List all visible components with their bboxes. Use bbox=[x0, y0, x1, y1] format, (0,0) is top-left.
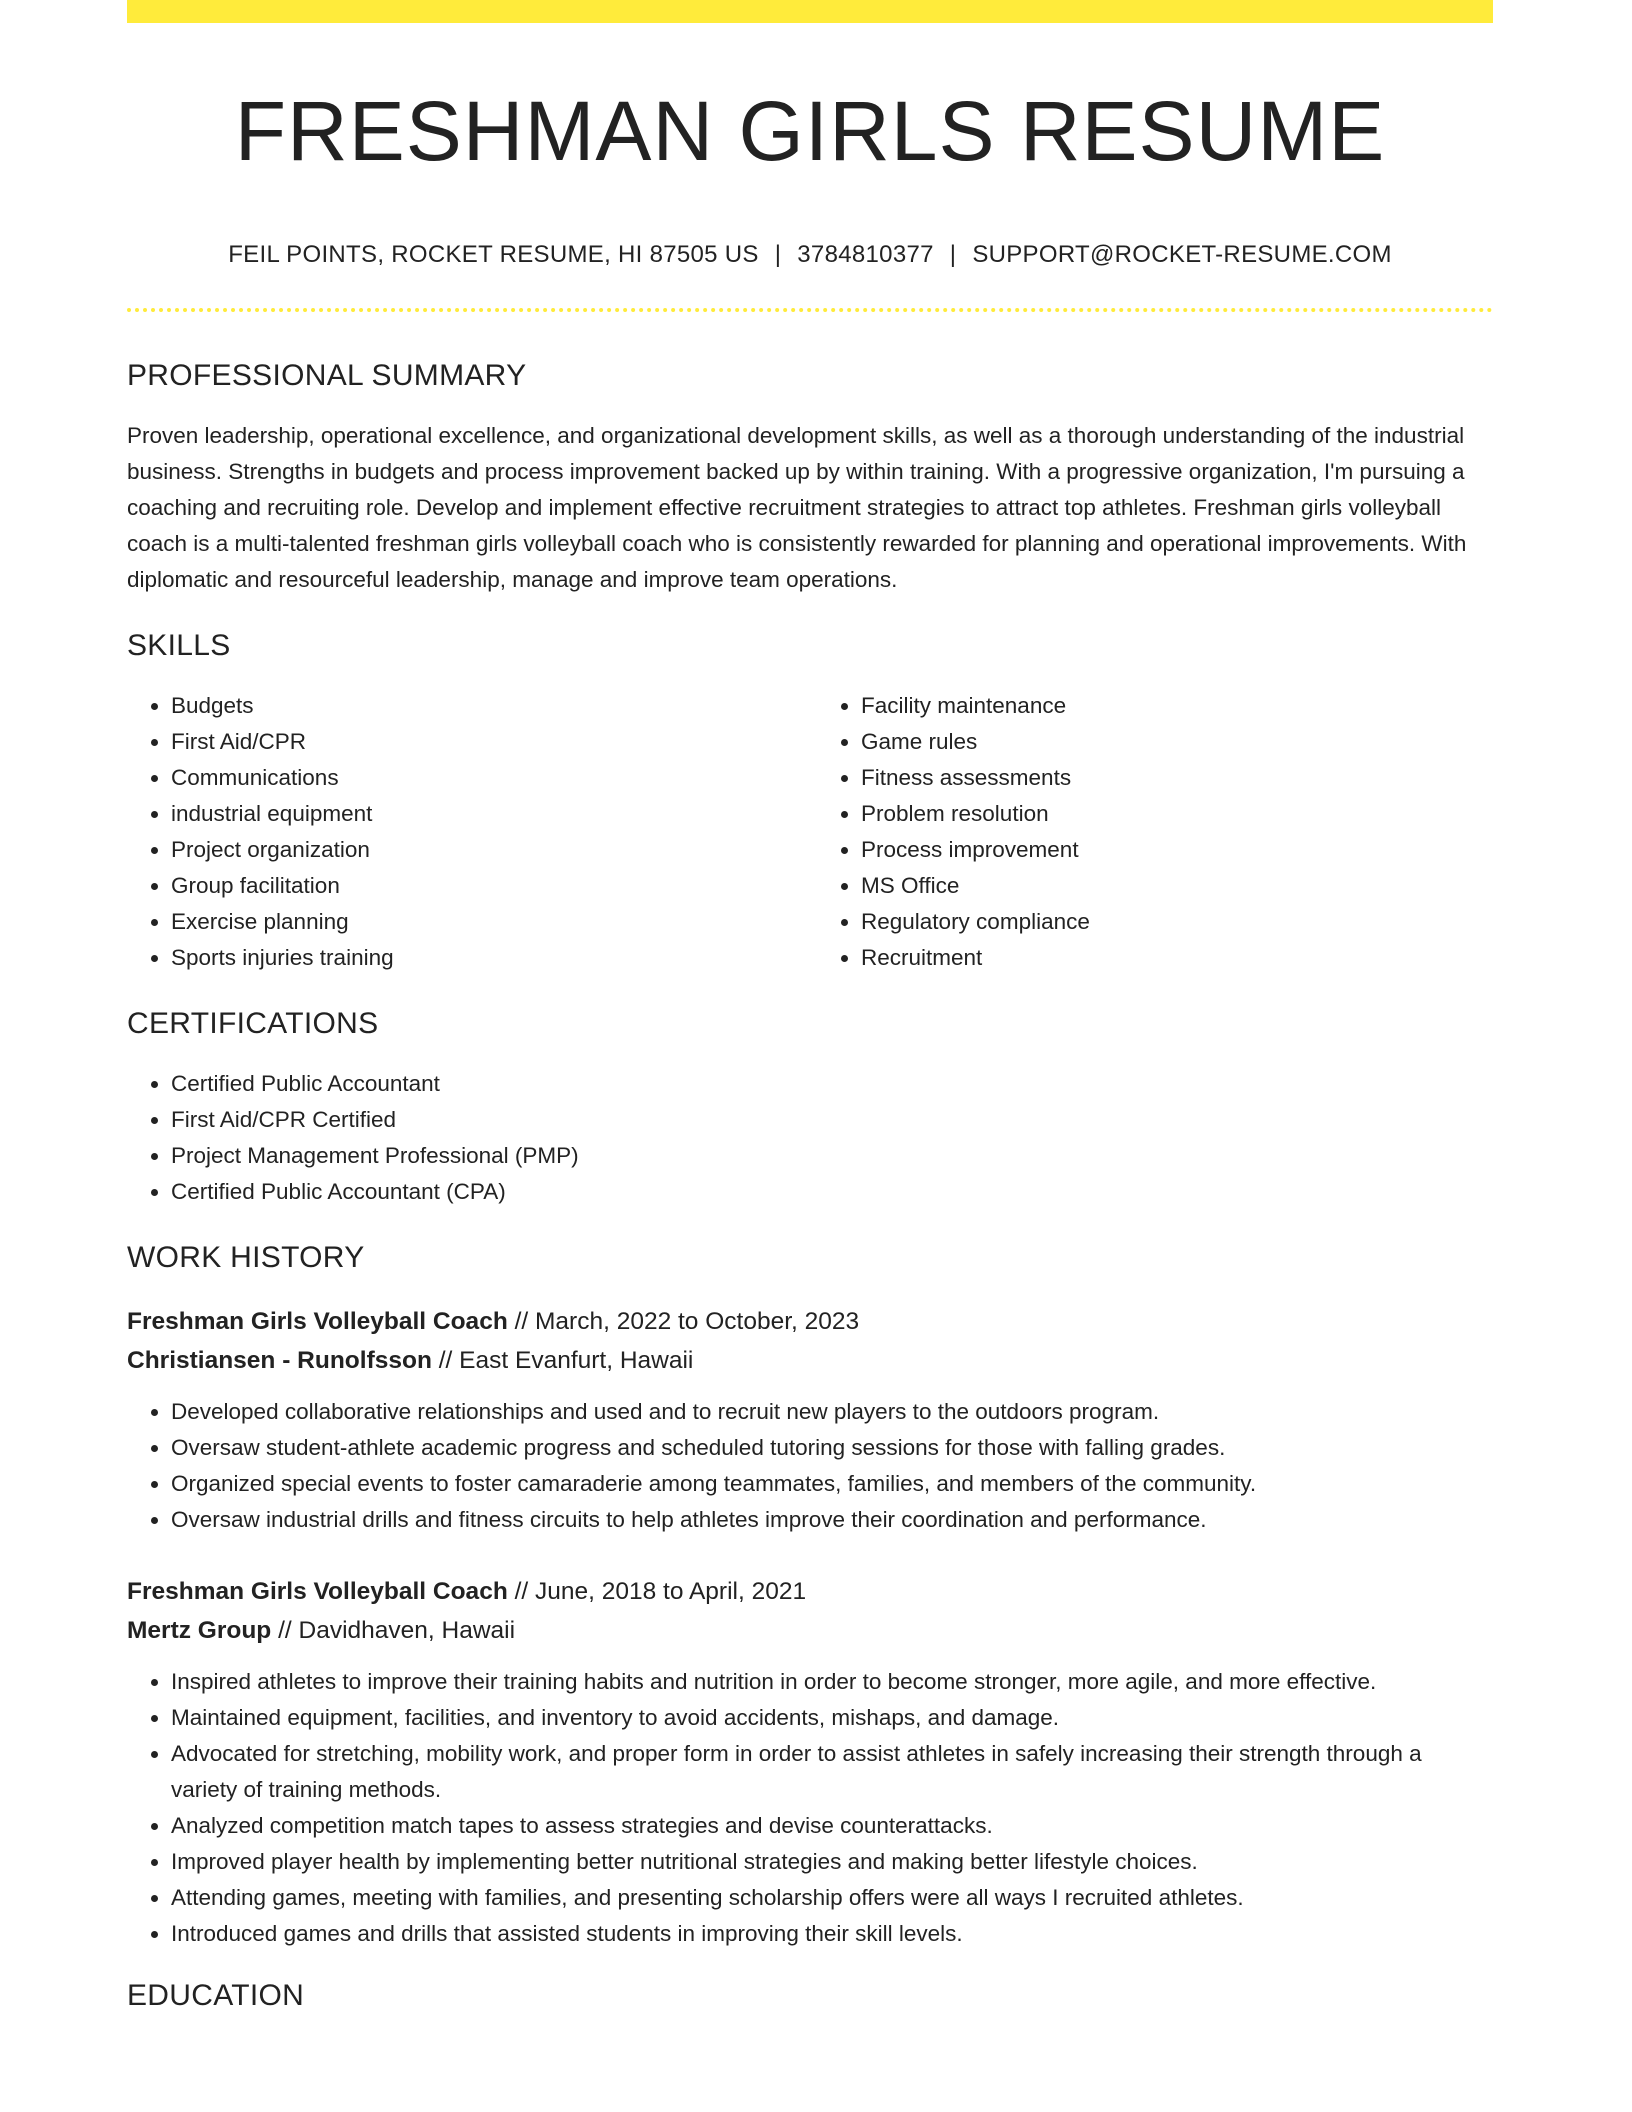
job-dates: // March, 2022 to October, 2023 bbox=[507, 1308, 860, 1336]
skills-list-left bbox=[127, 688, 810, 976]
skill-item: • Recruitment bbox=[861, 940, 1493, 976]
contact-line bbox=[127, 241, 1493, 270]
job-bullets bbox=[127, 1664, 1493, 1952]
skill-item: • Regulatory compliance bbox=[861, 904, 1493, 940]
job-role: Freshman Girls Volleyball Coach bbox=[127, 1308, 508, 1336]
skill-item: • industrial equipment bbox=[171, 796, 810, 832]
job-entry bbox=[127, 1572, 1493, 1952]
certification-item: • Project Management Professional (PMP) bbox=[171, 1138, 1493, 1174]
skills-list-right bbox=[810, 688, 1493, 976]
job-company-line bbox=[127, 1611, 1493, 1650]
job-entry bbox=[127, 1302, 1493, 1538]
accent-top-bar bbox=[127, 0, 1493, 23]
education-heading: EDUCATION bbox=[127, 1979, 305, 2013]
skill-item: • Facility maintenance bbox=[861, 688, 1493, 724]
contact-separator: | bbox=[774, 241, 782, 269]
job-role: Freshman Girls Volleyball Coach bbox=[127, 1578, 508, 1606]
contact-address: FEIL POINTS, ROCKET RESUME, HI 87505 US bbox=[228, 241, 759, 269]
job-bullet: • Developed collaborative relationships and used and to recruit new players to the outdoors program. bbox=[171, 1394, 1493, 1430]
skill-item: • Project organization bbox=[171, 832, 810, 868]
certifications-list bbox=[127, 1066, 1493, 1210]
job-bullet: • Oversaw industrial drills and fitness circuits to help athletes improve their coordination and performance. bbox=[171, 1502, 1493, 1538]
skill-item: • Game rules bbox=[861, 724, 1493, 760]
job-company: Mertz Group bbox=[127, 1617, 272, 1645]
skill-item: • Budgets bbox=[171, 688, 810, 724]
summary-text: Proven leadership, operational excellence, and organizational development skills, as well as a thorough understanding of the industrial business. Strengths in budgets and process improvement backed up by within training. With a progressive organization, I'm pursuing a coaching and recruiting role. Develop and implement effective recruitment strategies to attract top athletes. Freshman girls volleyball coach is a multi-talented freshman girls volleyball coach who is consistently rewarded for planning and operational improvements. With diplomatic and resourceful leadership, manage and improve team operations. bbox=[127, 423, 1467, 593]
skill-item: • Exercise planning bbox=[171, 904, 810, 940]
certification-item: • Certified Public Accountant bbox=[171, 1066, 1493, 1102]
job-bullet: • Advocated for stretching, mobility work, and proper form in order to assist athletes in safely increasing their strength through a variety of training methods. bbox=[171, 1736, 1493, 1808]
resume-page bbox=[127, 0, 1493, 2014]
skill-item: • First Aid/CPR bbox=[171, 724, 810, 760]
job-role-line bbox=[127, 1302, 1493, 1341]
certifications-heading: CERTIFICATIONS bbox=[127, 1007, 379, 1041]
job-bullet: • Analyzed competition match tapes to assess strategies and devise counterattacks. bbox=[171, 1808, 1493, 1844]
job-bullet: • Inspired athletes to improve their training habits and nutrition in order to become stronger, more agile, and more effective. bbox=[171, 1664, 1493, 1700]
skill-item: • MS Office bbox=[861, 868, 1493, 904]
skill-item: • Sports injuries training bbox=[171, 940, 810, 976]
contact-email: SUPPORT@ROCKET-RESUME.COM bbox=[972, 241, 1392, 269]
skill-item: • Communications bbox=[171, 760, 810, 796]
contact-phone: 3784810377 bbox=[797, 241, 934, 269]
job-bullet: • Organized special events to foster camaraderie among teammates, families, and members of the community. bbox=[171, 1466, 1493, 1502]
certification-item: • Certified Public Accountant (CPA) bbox=[171, 1174, 1493, 1210]
contact-separator: | bbox=[949, 241, 957, 269]
skill-item: • Group facilitation bbox=[171, 868, 810, 904]
job-company-line bbox=[127, 1341, 1493, 1380]
job-company: Christiansen - Runolfsson bbox=[127, 1347, 432, 1375]
skills-heading: SKILLS bbox=[127, 629, 231, 663]
skill-item: • Process improvement bbox=[861, 832, 1493, 868]
skill-item: • Fitness assessments bbox=[861, 760, 1493, 796]
skills-columns bbox=[127, 664, 1493, 976]
job-location: // Davidhaven, Hawaii bbox=[271, 1617, 516, 1645]
dotted-divider bbox=[127, 308, 1493, 312]
summary-heading: PROFESSIONAL SUMMARY bbox=[127, 359, 527, 393]
job-bullet: • Maintained equipment, facilities, and inventory to avoid accidents, mishaps, and damage. bbox=[171, 1700, 1493, 1736]
certification-item: • First Aid/CPR Certified bbox=[171, 1102, 1493, 1138]
job-role-line bbox=[127, 1572, 1493, 1611]
job-location: // East Evanfurt, Hawaii bbox=[431, 1347, 694, 1375]
job-bullet: • Oversaw student-athlete academic progress and scheduled tutoring sessions for those with falling grades. bbox=[171, 1430, 1493, 1466]
job-dates: // June, 2018 to April, 2021 bbox=[507, 1578, 807, 1606]
job-bullets bbox=[127, 1394, 1493, 1538]
skill-item: • Problem resolution bbox=[861, 796, 1493, 832]
job-bullet: • Improved player health by implementing better nutritional strategies and making better lifestyle choices. bbox=[171, 1844, 1493, 1880]
job-bullet: • Attending games, meeting with families, and presenting scholarship offers were all ways I recruited athletes. bbox=[171, 1880, 1493, 1916]
work-history-heading: WORK HISTORY bbox=[127, 1241, 365, 1275]
job-bullet: • Introduced games and drills that assisted students in improving their skill levels. bbox=[171, 1916, 1493, 1952]
resume-name: FRESHMAN GIRLS RESUME bbox=[234, 84, 1386, 178]
